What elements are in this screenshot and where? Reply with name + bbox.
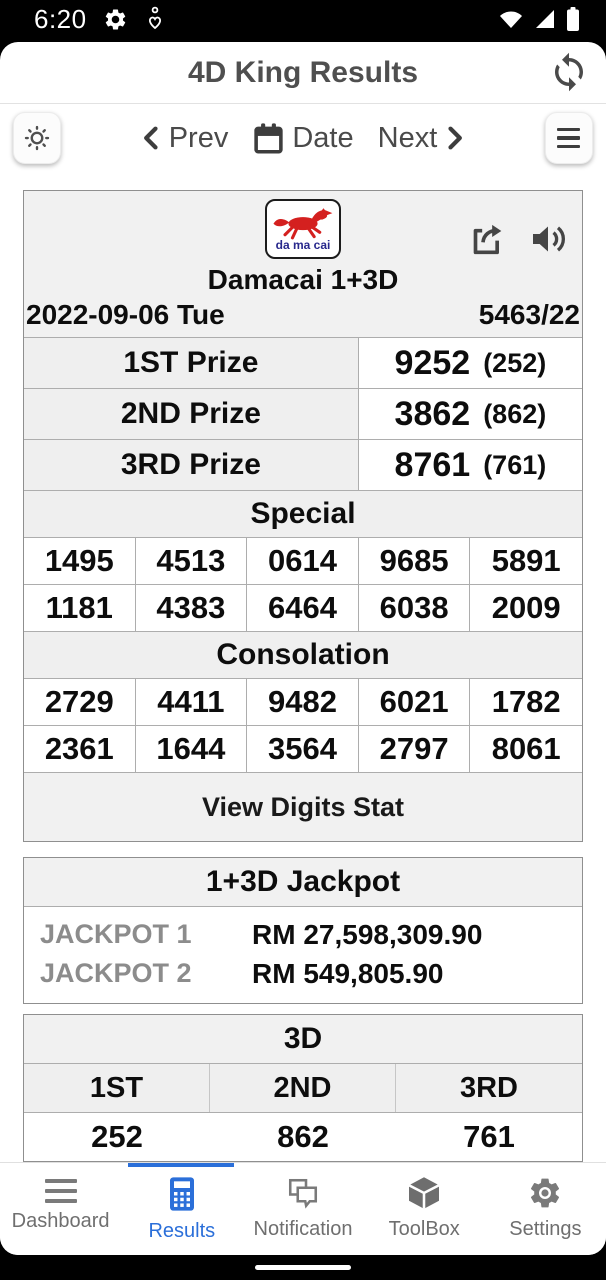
speaker-icon [528, 219, 568, 259]
date-navigation [138, 120, 469, 156]
dashboard-menu-icon [45, 1175, 77, 1203]
result-card [23, 190, 583, 842]
three-d-header: 2ND [210, 1064, 396, 1112]
gear-icon [527, 1175, 563, 1211]
three-d-title: 3D [24, 1015, 582, 1063]
brightness-button[interactable] [13, 112, 61, 164]
special-number: 6038 [359, 584, 471, 631]
jackpot-row [24, 954, 582, 993]
tab-dashboard[interactable] [0, 1163, 121, 1255]
date-label: Date [292, 121, 354, 154]
consolation-number: 3564 [247, 725, 359, 772]
prize-row [24, 439, 582, 490]
prize-3d-digits: (761) [483, 449, 547, 480]
special-number: 4513 [136, 537, 248, 584]
app-surface [0, 42, 606, 1255]
special-number: 2009 [470, 584, 582, 631]
cube-icon [406, 1175, 442, 1211]
prize-row [24, 337, 582, 388]
tab-toolbox[interactable] [364, 1163, 485, 1255]
prize-number: 3862 [394, 394, 471, 433]
damacai-logo [265, 199, 341, 259]
results-content [0, 172, 606, 1162]
share-button[interactable] [468, 219, 508, 259]
title-bar [0, 42, 606, 104]
prize-row [24, 388, 582, 439]
jackpot-title: 1+3D Jackpot [24, 858, 582, 906]
wifi-icon [498, 7, 524, 31]
signal-icon [533, 7, 557, 31]
special-number: 6464 [247, 584, 359, 631]
prev-button[interactable] [138, 121, 229, 155]
prize-label: 1ST Prize [24, 338, 359, 388]
consolation-number: 6021 [359, 678, 471, 725]
special-number: 4383 [136, 584, 248, 631]
active-tab-indicator [128, 1163, 234, 1167]
special-numbers-grid [24, 537, 582, 631]
prize-label: 3RD Prize [24, 440, 359, 490]
page-title: 4D King Results [187, 55, 419, 89]
calculator-icon [166, 1175, 198, 1213]
three-d-value: 862 [277, 1119, 329, 1154]
tab-label: Results [148, 1220, 216, 1242]
prize-label: 2ND Prize [24, 389, 359, 439]
damacai-horse-logo [272, 205, 334, 241]
tab-label: Settings [509, 1218, 582, 1240]
chat-bubbles-icon [285, 1175, 321, 1211]
next-label: Next [377, 121, 438, 154]
draw-date: 2022-09-06 Tue [26, 299, 225, 330]
status-time: 6:20 [34, 3, 87, 34]
prize-3d-digits: (862) [483, 398, 547, 429]
special-section-title: Special [24, 490, 582, 537]
toolbar [0, 104, 606, 172]
tab-label: ToolBox [388, 1218, 460, 1240]
gesture-bar [0, 1255, 606, 1280]
special-number: 1181 [24, 584, 136, 631]
date-button[interactable] [252, 120, 353, 156]
status-bar [0, 0, 606, 42]
three-d-header: 3RD [459, 1071, 518, 1104]
gear-icon [103, 7, 128, 32]
jackpot-label: JACKPOT 2 [40, 958, 192, 988]
consolation-numbers-grid [24, 678, 582, 772]
consolation-number: 4411 [136, 678, 248, 725]
jackpot-amount: RM 549,805.90 [252, 958, 444, 989]
speaker-button[interactable] [528, 219, 568, 259]
consolation-number: 2797 [359, 725, 471, 772]
wellbeing-heart-icon [144, 6, 166, 32]
jackpot-label: JACKPOT 1 [40, 919, 192, 949]
three-d-value: 761 [463, 1119, 515, 1154]
tab-results[interactable] [121, 1163, 242, 1255]
next-button[interactable] [378, 121, 469, 155]
tab-settings[interactable] [485, 1163, 606, 1255]
damacai-logo-text: da ma cai [275, 238, 331, 252]
bottom-nav [0, 1162, 606, 1255]
consolation-number: 1782 [470, 678, 582, 725]
tab-notification[interactable] [242, 1163, 363, 1255]
special-number: 9685 [359, 537, 471, 584]
provider-name: Damacai 1+3D [207, 264, 399, 295]
brightness-sun-icon [22, 123, 52, 153]
jackpot-amount: RM 27,598,309.90 [252, 919, 483, 950]
consolation-number: 2729 [24, 678, 136, 725]
chevron-right-icon [440, 121, 468, 155]
jackpot-card [23, 857, 583, 1004]
refresh-button[interactable] [548, 51, 590, 93]
chevron-left-icon [138, 121, 166, 155]
three-d-value: 252 [91, 1119, 143, 1154]
special-number: 1495 [24, 537, 136, 584]
menu-button[interactable] [545, 112, 593, 164]
view-digits-stat-link[interactable]: View Digits Stat [24, 772, 582, 841]
home-indicator[interactable] [255, 1265, 351, 1270]
prize-number: 9252 [394, 343, 471, 382]
share-icon [468, 219, 508, 259]
consolation-number: 8061 [470, 725, 582, 772]
tab-label: Notification [253, 1218, 353, 1240]
special-number: 0614 [247, 537, 359, 584]
prev-label: Prev [168, 121, 229, 154]
three-d-header: 1ST [24, 1064, 210, 1112]
three-d-card [23, 1014, 583, 1162]
tab-label: Dashboard [11, 1210, 110, 1232]
sync-icon [548, 51, 590, 93]
jackpot-row [24, 915, 582, 954]
menu-icon [557, 128, 580, 149]
prize-number: 8761 [394, 445, 471, 484]
calendar-icon [252, 120, 285, 156]
draw-number: 5463/22 [478, 299, 580, 330]
consolation-number: 2361 [24, 725, 136, 772]
special-number: 5891 [470, 537, 582, 584]
consolation-number: 9482 [247, 678, 359, 725]
result-card-header [24, 191, 582, 337]
consolation-number: 1644 [136, 725, 248, 772]
consolation-section-title: Consolation [24, 631, 582, 678]
battery-icon [566, 6, 580, 32]
prize-3d-digits: (252) [483, 347, 547, 378]
